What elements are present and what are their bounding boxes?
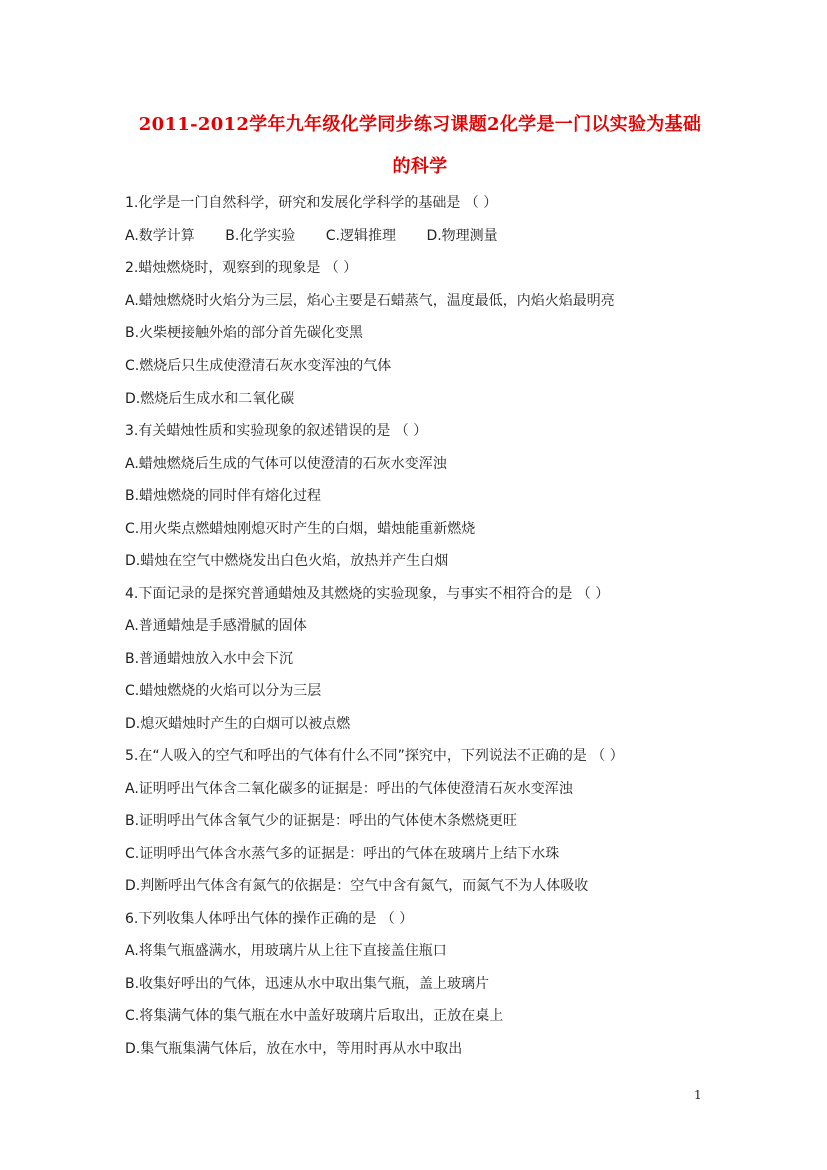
question-6-option-c: C.将集满气体的集气瓶在水中盖好玻璃片后取出，正放在桌上 [125,1008,504,1024]
question-3-option-a: A.蜡烛燃烧后生成的气体可以使澄清的石灰水变浑浊 [125,456,447,472]
question-6-stem: 6.下列收集人体呼出气体的操作正确的是 （ ） [125,911,414,927]
question-4-stem: 4.下面记录的是探究普通蜡烛及其燃烧的实验现象，与事实不相符合的是 （ ） [125,586,610,602]
question-2-option-a: A.蜡烛燃烧时火焰分为三层，焰心主要是石蜡蒸气，温度最低，内焰火焰最明亮 [125,293,615,309]
question-3-option-b: B.蜡烛燃烧的同时伴有熔化过程 [125,488,322,504]
question-2-option-d: D.燃烧后生成水和二氧化碳 [125,391,295,407]
question-1-option-a: A.数学计算 [125,228,195,244]
document-title-line-1: 2011-2012学年九年级化学同步练习课题2化学是一门以实验为基础 [138,114,702,135]
question-5-stem: 5.在“人吸入的空气和呼出的气体有什么不同”探究中，下列说法不正确的是 （ ） [125,748,624,764]
question-3-stem: 3.有关蜡烛性质和实验现象的叙述错误的是 （ ） [125,423,428,439]
question-3-option-c: C.用火柴点燃蜡烛刚熄灭时产生的白烟，蜡烛能重新燃烧 [125,521,476,537]
question-6-option-a: A.将集气瓶盛满水，用玻璃片从上往下直接盖住瓶口 [125,943,447,959]
question-2-option-b: B.火柴梗接触外焰的部分首先碳化变黑 [125,325,364,341]
question-1-option-d: D.物理测量 [426,228,498,244]
question-1-option-b: B.化学实验 [225,228,296,244]
question-4-option-b: B.普通蜡烛放入水中会下沉 [125,651,294,667]
question-4-option-a: A.普通蜡烛是手感滑腻的固体 [125,618,307,634]
question-6-option-b: B.收集好呼出的气体，迅速从水中取出集气瓶，盖上玻璃片 [125,976,490,992]
question-5-option-b: B.证明呼出气体含氧气少的证据是：呼出的气体使木条燃烧更旺 [125,813,518,829]
question-6-option-d: D.集气瓶集满气体后，放在水中，等用时再从水中取出 [125,1041,463,1057]
question-1-options [125,226,524,246]
question-5-option-a: A.证明呼出气体含二氧化碳多的证据是：呼出的气体使澄清石灰水变浑浊 [125,781,573,797]
page-number: 1 [694,1088,702,1102]
question-5-option-d: D.判断呼出气体含有氮气的依据是：空气中含有氮气，而氮气不为人体吸收 [125,878,589,894]
question-5-option-c: C.证明呼出气体含水蒸气多的证据是：呼出的气体在玻璃片上结下水珠 [125,846,560,862]
question-4-option-d: D.熄灭蜡烛时产生的白烟可以被点燃 [125,716,351,732]
question-3-option-d: D.蜡烛在空气中燃烧发出白色火焰，放热并产生白烟 [125,553,449,569]
question-1-stem: 1.化学是一门自然科学，研究和发展化学科学的基础是 （ ） [125,195,498,211]
question-1-option-c: C.逻辑推理 [325,228,396,244]
question-2-stem: 2.蜡烛燃烧时，观察到的现象是 （ ） [125,260,358,276]
question-2-option-c: C.燃烧后只生成使澄清石灰水变浑浊的气体 [125,358,392,374]
document-title-line-2: 的科学 [392,156,448,177]
question-4-option-c: C.蜡烛燃烧的火焰可以分为三层 [125,683,322,699]
